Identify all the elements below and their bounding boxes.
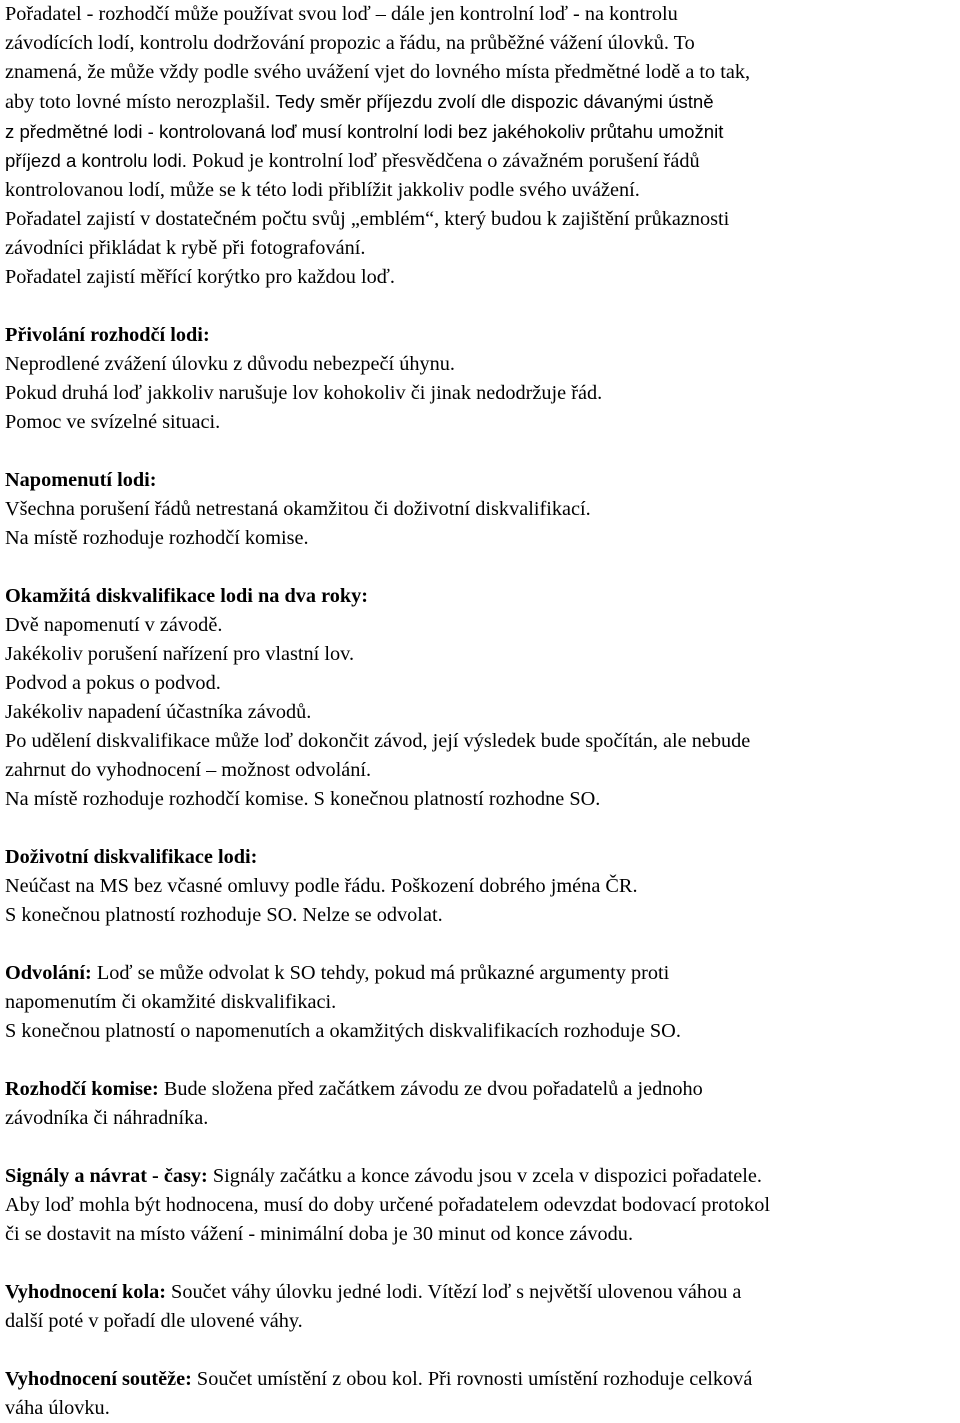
- okamzita-line: zahrnut do vyhodnocení – možnost odvolání.: [5, 759, 372, 781]
- privolani-line: Pokud druhá loď jakkoliv narušuje lov kohokoliv či jinak nedodržuje řád.: [5, 382, 603, 404]
- intro-line-4-serif: aby toto lovné místo nerozplašil.: [5, 91, 271, 113]
- dozivotni-line: Neúčast na MS bez včasné omluvy podle řádu. Poškození dobrého jména ČR.: [5, 875, 638, 897]
- komise-line-2: závodníka či náhradníka.: [5, 1107, 209, 1129]
- kola-text: Součet váhy úlovku jedné lodi. Vítězí loď s největší ulovenou váhou a: [165, 1281, 742, 1303]
- komise-label: Rozhodčí komise:: [5, 1078, 159, 1100]
- okamzita-line: Na místě rozhoduje rozhodčí komise. S konečnou platností rozhodne SO.: [5, 788, 601, 810]
- odvolani-text: Loď se může odvolat k SO tehdy, pokud má průkazné argumenty proti: [91, 962, 670, 984]
- kola-label: Vyhodnocení kola:: [5, 1281, 166, 1303]
- okamzita-line: Po udělení diskvalifikace může loď dokončit závod, její výsledek bude spočítán, ale nebude: [5, 730, 751, 752]
- intro-line-4: [5, 87, 960, 117]
- okamzita-line: Jakékoliv porušení nařízení pro vlastní lov.: [5, 643, 355, 665]
- intro-line-4-sans: Tedy směr příjezdu zvolí dle dispozic dávanými ústně: [275, 91, 714, 112]
- spacer: [5, 1133, 960, 1162]
- dozivotni-heading: Doživotní diskvalifikace lodi:: [5, 846, 258, 868]
- intro-line-1: Pořadatel - rozhodčí může používat svou loď – dále jen kontrolní loď - na kontrolu: [5, 3, 678, 25]
- spacer: [5, 1249, 960, 1278]
- signaly-line-3: či se dostavit na místo vážení - minimální doba je 30 minut od konce závodu.: [5, 1223, 634, 1245]
- souteze-text: Součet umístění z obou kol. Při rovnosti umístění rozhoduje celková: [191, 1368, 753, 1390]
- odvolani-line-3: S konečnou platností o napomenutích a okamžitých diskvalifikacích rozhoduje SO.: [5, 1020, 681, 1042]
- kola-line-2: další poté v pořadí dle ulovené váhy.: [5, 1310, 303, 1332]
- kola-line-1: [5, 1278, 960, 1307]
- intro-line-9: závodníci přikládat k rybě při fotografování.: [5, 237, 366, 259]
- signaly-line-1: [5, 1162, 960, 1191]
- spacer: [5, 553, 960, 582]
- souteze-line-2: váha úlovku.: [5, 1397, 110, 1419]
- intro-line-2: závodících lodí, kontrolu dodržování propozic a řádu, na průběžné vážení úlovků. To: [5, 32, 695, 54]
- odvolani-line-2: napomenutím či okamžité diskvalifikaci.: [5, 991, 337, 1013]
- signaly-line-2: Aby loď mohla být hodnocena, musí do doby určené pořadatelem odevzdat bodovací protokol: [5, 1194, 771, 1216]
- spacer: [5, 1046, 960, 1075]
- spacer: [5, 930, 960, 959]
- privolani-line: Neprodlené zvážení úlovku z důvodu nebezpečí úhynu.: [5, 353, 455, 375]
- intro-line-5: z předmětné lodi - kontrolovaná loď musí kontrolní lodi bez jakéhokoliv průtahu umožnit: [5, 121, 724, 142]
- okamzita-line: Dvě napomenutí v závodě.: [5, 614, 223, 636]
- napomenuti-line: Na místě rozhoduje rozhodčí komise.: [5, 527, 309, 549]
- napomenuti-heading: Napomenutí lodi:: [5, 469, 157, 491]
- spacer: [5, 1336, 960, 1365]
- napomenuti-line: Všechna porušení řádů netrestaná okamžitou či doživotní diskvalifikací.: [5, 498, 591, 520]
- spacer: [5, 814, 960, 843]
- spacer: [5, 437, 960, 466]
- odvolani-line-1: [5, 959, 960, 988]
- intro-line-6-serif: Pokud je kontrolní loď přesvědčena o závažném porušení řádů: [192, 150, 700, 172]
- document-page: [5, 0, 960, 1423]
- intro-line-10: Pořadatel zajistí měřící korýtko pro každou loď.: [5, 266, 395, 288]
- souteze-label: Vyhodnocení soutěže:: [5, 1368, 192, 1390]
- okamzita-line: Podvod a pokus o podvod.: [5, 672, 221, 694]
- odvolani-label: Odvolání:: [5, 962, 92, 984]
- intro-line-7: kontrolovanou lodí, může se k této lodi přiblížit jakkoliv podle svého uvážení.: [5, 179, 640, 201]
- spacer: [5, 292, 960, 321]
- okamzita-heading: Okamžitá diskvalifikace lodi na dva roky:: [5, 585, 369, 607]
- privolani-heading: Přivolání rozhodčí lodi:: [5, 324, 210, 346]
- intro-line-6: [5, 146, 960, 176]
- dozivotni-line: S konečnou platností rozhoduje SO. Nelze se odvolat.: [5, 904, 443, 926]
- komise-line-1: [5, 1075, 960, 1104]
- souteze-line-1: [5, 1365, 960, 1394]
- privolani-line: Pomoc ve svízelné situaci.: [5, 411, 221, 433]
- intro-line-6-sans: příjezd a kontrolu lodi.: [5, 150, 187, 171]
- signaly-label: Signály a návrat - časy:: [5, 1165, 208, 1187]
- signaly-text: Signály začátku a konce závodu jsou v zcela v dispozici pořadatele.: [207, 1165, 762, 1187]
- komise-text: Bude složena před začátkem závodu ze dvou pořadatelů a jednoho: [158, 1078, 703, 1100]
- intro-line-8: Pořadatel zajistí v dostatečném počtu svůj „emblém“, který budou k zajištění průkaznosti: [5, 208, 730, 230]
- okamzita-line: Jakékoliv napadení účastníka závodů.: [5, 701, 312, 723]
- intro-line-3: znamená, že může vždy podle svého uvážení vjet do lovného místa předmětné lodě a to tak,: [5, 61, 751, 83]
